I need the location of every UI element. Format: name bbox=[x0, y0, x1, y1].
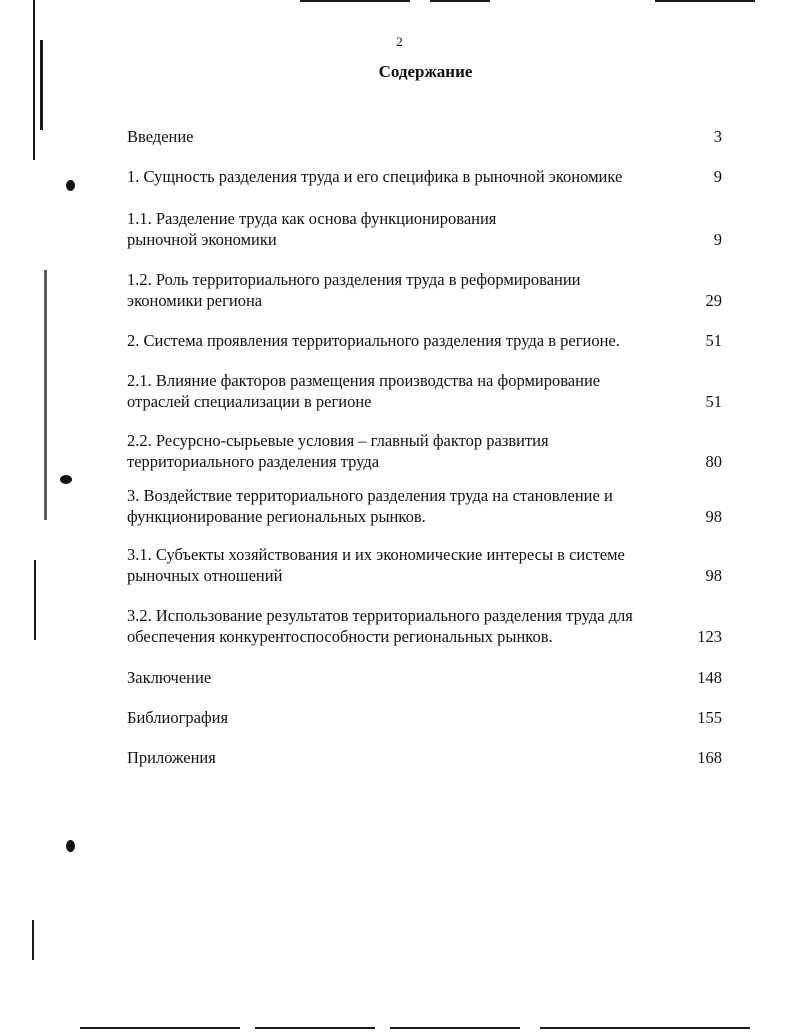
toc-entry-chapter-2 bbox=[127, 330, 722, 351]
punch-hole-mark bbox=[60, 475, 72, 484]
scan-edge-top bbox=[430, 0, 490, 2]
toc-entry-title: 1. Сущность разделения труда и его специфика в рыночной экономике bbox=[127, 167, 623, 186]
toc-entry-appendices bbox=[127, 747, 722, 768]
toc-entry-page: 9 bbox=[713, 167, 722, 186]
punch-hole-mark bbox=[66, 840, 75, 852]
toc-entry-title: Библиография bbox=[127, 708, 229, 727]
toc-entry-section-2-2 bbox=[127, 430, 722, 472]
toc-entry-title-line: 3. Воздействие территориального разделения труда на становление и bbox=[127, 486, 613, 505]
scan-edge-bottom bbox=[255, 1027, 375, 1029]
scan-edge-left bbox=[32, 920, 34, 960]
toc-entry-title: Заключение bbox=[127, 668, 212, 687]
scan-edge-bottom bbox=[80, 1027, 240, 1029]
toc-entry-title-line: экономики региона bbox=[127, 291, 263, 310]
toc-entry-title: 2. Система проявления территориального разделения труда в регионе. bbox=[127, 331, 620, 350]
toc-entry-title-line: 1.2. Роль территориального разделения труда в реформировании bbox=[127, 270, 581, 289]
toc-entry-title-line: отраслей специализации в регионе bbox=[127, 392, 372, 411]
punch-hole-mark bbox=[66, 180, 75, 191]
toc-entry-chapter-1 bbox=[127, 166, 722, 187]
page-title: Содержание bbox=[378, 62, 473, 81]
toc-entry-section-3-1 bbox=[127, 544, 722, 586]
toc-entry-bibliography bbox=[127, 707, 722, 728]
scan-edge-bottom bbox=[540, 1027, 750, 1029]
toc-entry-title-line: обеспечения конкурентоспособности региональных рынков. bbox=[127, 627, 553, 646]
toc-entry-title: Введение bbox=[127, 127, 194, 146]
scan-edge-top bbox=[300, 0, 410, 2]
toc-entry-page: 155 bbox=[697, 708, 722, 727]
toc-entry-conclusion bbox=[127, 667, 722, 688]
toc-entry-title-line: 1.1. Разделение труда как основа функционирования bbox=[127, 209, 497, 228]
toc-entry-page: 9 bbox=[713, 230, 722, 249]
toc-entry-introduction bbox=[127, 126, 722, 147]
toc-entry-page: 80 bbox=[705, 452, 722, 471]
page-number: 2 bbox=[396, 34, 403, 49]
scan-edge-top bbox=[655, 0, 755, 2]
toc-entry-title: Приложения bbox=[127, 748, 216, 767]
toc-entry-page: 168 bbox=[697, 748, 722, 767]
toc-entry-page: 123 bbox=[697, 627, 722, 646]
toc-entry-title-line: 2.2. Ресурсно-сырьевые условия – главный фактор развития bbox=[127, 431, 549, 450]
scan-edge-left bbox=[40, 40, 43, 130]
toc-entry-title-line: территориального разделения труда bbox=[127, 452, 380, 471]
toc-entry-section-1-2 bbox=[127, 269, 722, 311]
toc-entry-title-line: 3.2. Использование результатов территориального разделения труда для bbox=[127, 606, 633, 625]
toc-entry-page: 51 bbox=[705, 331, 722, 350]
toc-entry-title-line: 3.1. Субъекты хозяйствования и их экономические интересы в системе bbox=[127, 545, 625, 564]
toc-entry-title-line: функционирование региональных рынков. bbox=[127, 507, 426, 526]
scan-edge-bottom bbox=[390, 1027, 520, 1029]
toc-entry-page: 98 bbox=[705, 507, 722, 526]
toc-entry-page: 98 bbox=[705, 566, 722, 585]
scan-edge-left bbox=[44, 270, 47, 520]
toc-entry-section-1-1 bbox=[127, 208, 722, 250]
toc-entry-chapter-3 bbox=[127, 485, 722, 527]
toc-entry-page: 29 bbox=[705, 291, 722, 310]
toc-entry-page: 51 bbox=[705, 392, 722, 411]
toc-entry-page: 148 bbox=[697, 668, 722, 687]
toc-entry-section-2-1 bbox=[127, 370, 722, 412]
toc-entry-title-line: рыночных отношений bbox=[127, 566, 283, 585]
toc-entry-section-3-2 bbox=[127, 605, 722, 647]
toc-entry-title-line: рыночной экономики bbox=[127, 230, 277, 249]
toc-entry-page: 3 bbox=[713, 127, 722, 146]
toc-entry-title-line: 2.1. Влияние факторов размещения производства на формирование bbox=[127, 371, 601, 390]
scan-edge-left bbox=[34, 560, 36, 640]
